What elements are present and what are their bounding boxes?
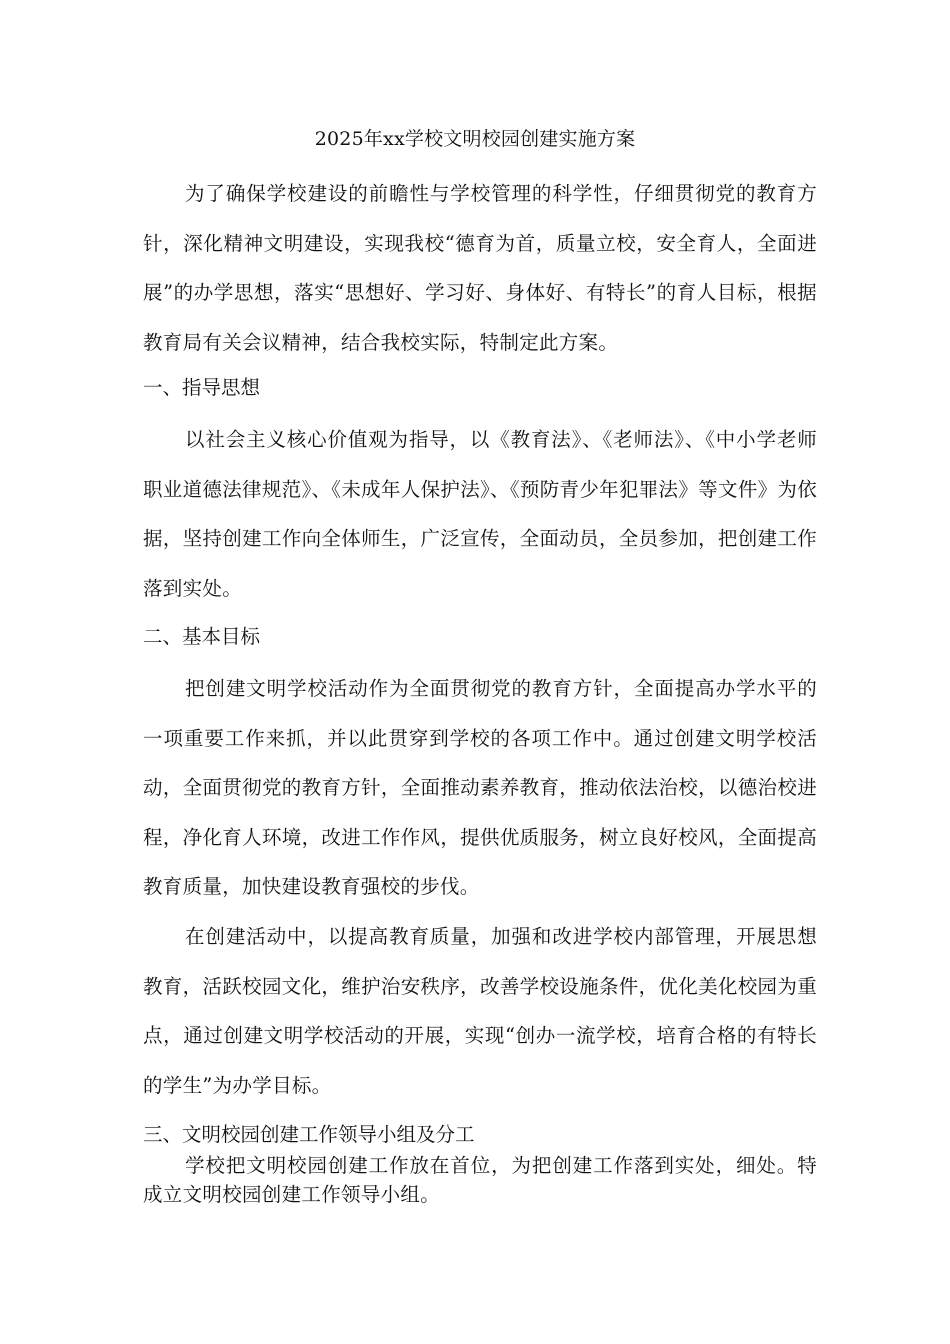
- section-body-basic-goals-2: 在创建活动中，以提高教育质量，加强和改进学校内部管理，开展思想教育，活跃校园文化，维护治安秩序，改善学校设施条件，优化美化校园为重点，通过创建文明学校活动的开展，实现“创办一流学校，培育合格的有特长的学生”为办学目标。: [143, 925, 817, 1097]
- section-heading-basic-goals: 二、基本目标: [143, 625, 261, 648]
- section-body-basic-goals-1: 把创建文明学校活动作为全面贯彻党的教育方针，全面提高办学水平的一项重要工作来抓，并以此贯穿到学校的各项工作中。通过创建文明学校活动，全面贯彻党的教育方针，全面推动素养教育，推动依法治校，以德治校进程，净化育人环境，改进工作作风，提供优质服务，树立良好校风，全面提高教育质量，加快建设教育强校的步伐。: [143, 677, 817, 899]
- section-body-guiding-ideology: 以社会主义核心价值观为指导，以《教育法》、《老师法》、《中小学老师职业道德法律规范》、《未成年人保护法》、《预防青少年犯罪法》等文件》为依据，坚持创建工作向全体师生，广泛宣传，全面动员，全员参加，把创建工作落到实处。: [143, 428, 817, 600]
- document-title: 2025年xx学校文明校园创建实施方案: [314, 128, 636, 150]
- section-heading-guiding-ideology: 一、指导思想: [143, 376, 261, 399]
- intro-paragraph: 为了确保学校建设的前瞻性与学校管理的科学性，仔细贯彻党的教育方针，深化精神文明建设，实现我校“德育为首，质量立校，安全育人，全面进展”的办学思想，落实“思想好、学习好、身体好、有特长”的育人目标，根据教育局有关会议精神，结合我校实际，特制定此方案。: [143, 182, 817, 354]
- section-heading-leadership-group: 三、文明校园创建工作领导小组及分工: [143, 1123, 475, 1146]
- section-body-leadership-group: 学校把文明校园创建工作放在首位，为把创建工作落到实处，细处。特成立文明校园创建工作领导小组。: [143, 1154, 817, 1206]
